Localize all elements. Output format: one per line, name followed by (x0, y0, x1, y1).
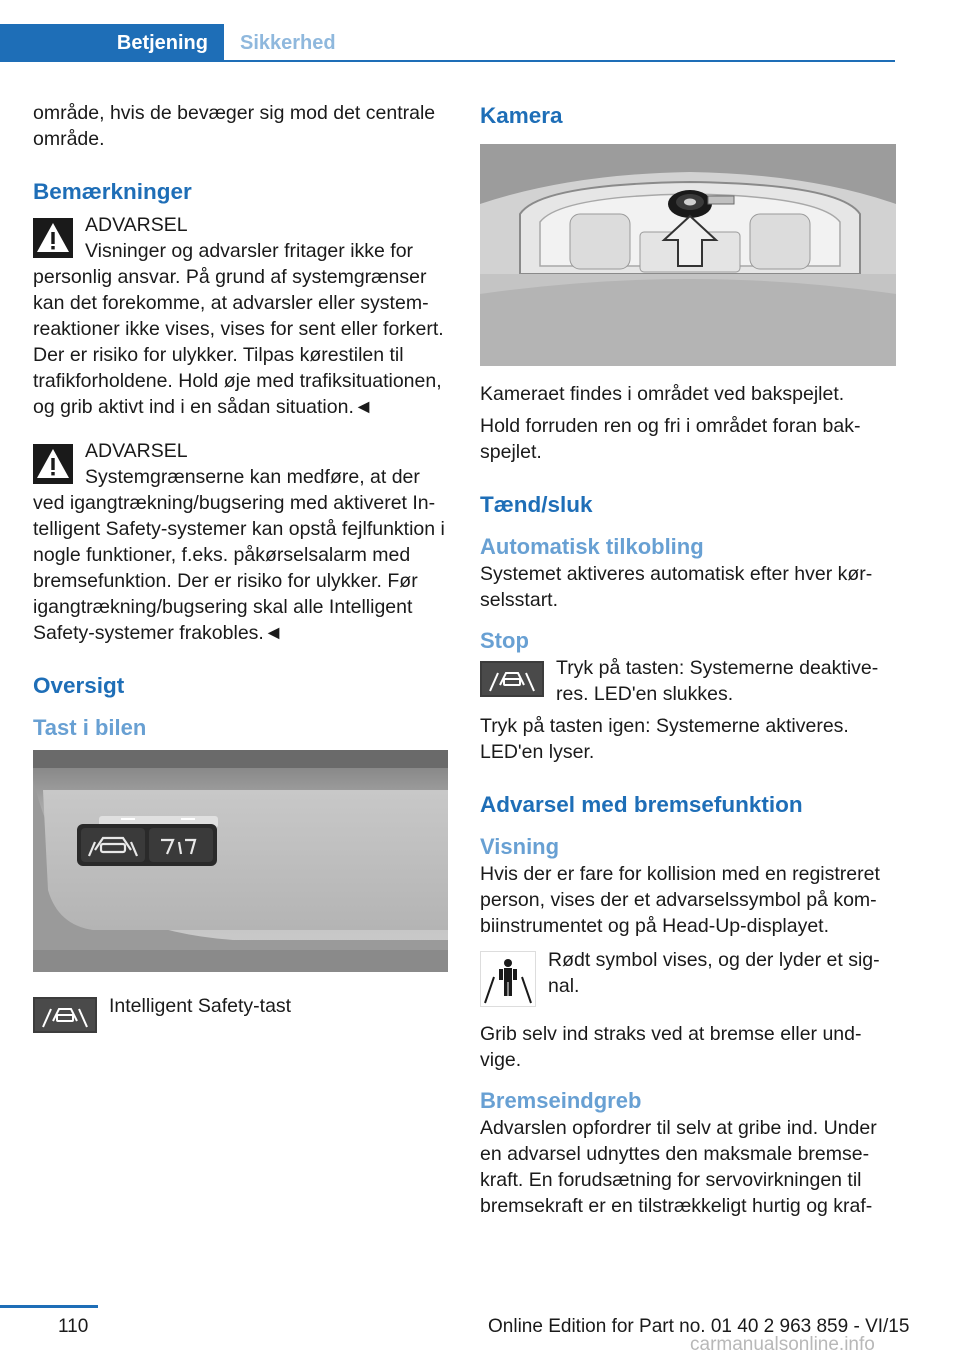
watermark: carmanualsonline.info (690, 1334, 875, 1355)
warning-2-text: Systemgrænserne kan medføre, at der ved igangtrækning/bugsering med aktiveret Intelligent Safety-systemer kan opstå fejlfunktion i nogle funktioner, f.eks. påkørselsalarm med bremsefunktion. Der er risiko for ulykker. Før igangtrækning/bugsering skal alle Intelligent Safety-systemer frakobles.◄ (33, 466, 445, 644)
onoff-heading: Tænd/sluk (480, 492, 593, 517)
warning-triangle-icon (33, 444, 73, 484)
stop-block (480, 655, 896, 713)
tab-betjening[interactable]: Betjening (0, 24, 224, 62)
edition-line: Online Edition for Part no. 01 40 2 963 859 - VI/15 (488, 1316, 910, 1337)
stop-heading: Stop (480, 628, 529, 653)
right-column (480, 100, 896, 1225)
stop-text-2: Tryk på tasten igen: Systemerne aktiveres. LED'en lyser. (480, 715, 849, 763)
intelligent-safety-key-icon (33, 997, 97, 1033)
camera-photo (480, 144, 896, 371)
auto-activation-text: Systemet aktiveres automatisk efter hver kørselsstart. (480, 563, 873, 611)
intro-text: område, hvis de bevæger sig mod det centrale område. (33, 102, 436, 150)
warning-triangle-icon (33, 218, 73, 258)
chapter-tabbar (0, 24, 895, 62)
brake-warning-heading: Advarsel med bremsefunktion (480, 792, 803, 817)
intelligent-safety-key-icon (480, 661, 544, 697)
camera-heading: Kamera (480, 103, 563, 128)
rear-window-camera-image (480, 144, 896, 366)
button-photo (33, 750, 448, 977)
camera-location-text: Kameraet findes i området ved bakspejlet. (480, 383, 845, 405)
key-legend-label: Intelligent Safety-tast (109, 995, 292, 1017)
display-text: Hvis der er fare for kollision med en registreret person, vises der et advarselssymbol på kombiinstrumentet og på Head-Up-displayet. (480, 863, 880, 937)
intervene-text: Grib selv ind straks ved at bremse eller undvige. (480, 1023, 862, 1071)
warning-2-title: ADVARSEL (85, 440, 188, 462)
page-number: 110 (58, 1316, 89, 1337)
red-symbol-text: Rødt symbol vises, og der lyder et signal. (548, 949, 880, 997)
stop-text-1: Tryk på tasten: Systemerne deaktiveres. LED'en slukkes. (556, 657, 879, 705)
warning-1-text: Visninger og advarsler fritager ikke for personlig ansvar. På grund af systemgrænser kan det forekomme, at advarsler eller systemreaktioner ikke vises, vises for sent eller forkert. Der er risiko for ulykker. Tilpas kørestilen til trafikforholdene. Hold øje med trafiksituationen, og grib aktivt ind i en sådan situation.◄ (33, 240, 444, 418)
remarks-heading: Bemærkninger (33, 179, 192, 204)
auto-activation-heading: Automatisk tilkobling (480, 534, 704, 559)
footer-rule (0, 1305, 98, 1308)
camera-clean-text: Hold forruden ren og fri i området foran bakspejlet. (480, 415, 861, 463)
key-legend (33, 993, 448, 1033)
warning-2 (33, 438, 448, 646)
warning-1 (33, 212, 448, 420)
warning-1-title: ADVARSEL (85, 214, 188, 236)
button-in-car-heading: Tast i bilen (33, 715, 147, 740)
braking-text: Advarslen opfordrer til selv at gribe ind. Under en advarsel udnyttes den maksmale bremsekraft. En forudsætning for servovirkningen til bremsekraft er en tilstrækkeligt hurtig og kraf- (480, 1117, 877, 1217)
pedestrian-warning-icon (480, 951, 536, 1007)
red-symbol-block (480, 947, 896, 1013)
headliner-buttons-image (33, 750, 448, 972)
left-column (33, 100, 448, 1033)
tab-sikkerhed[interactable]: Sikkerhed (240, 31, 336, 54)
overview-heading: Oversigt (33, 673, 125, 698)
display-heading: Visning (480, 834, 560, 859)
braking-heading: Bremseindgreb (480, 1088, 642, 1113)
